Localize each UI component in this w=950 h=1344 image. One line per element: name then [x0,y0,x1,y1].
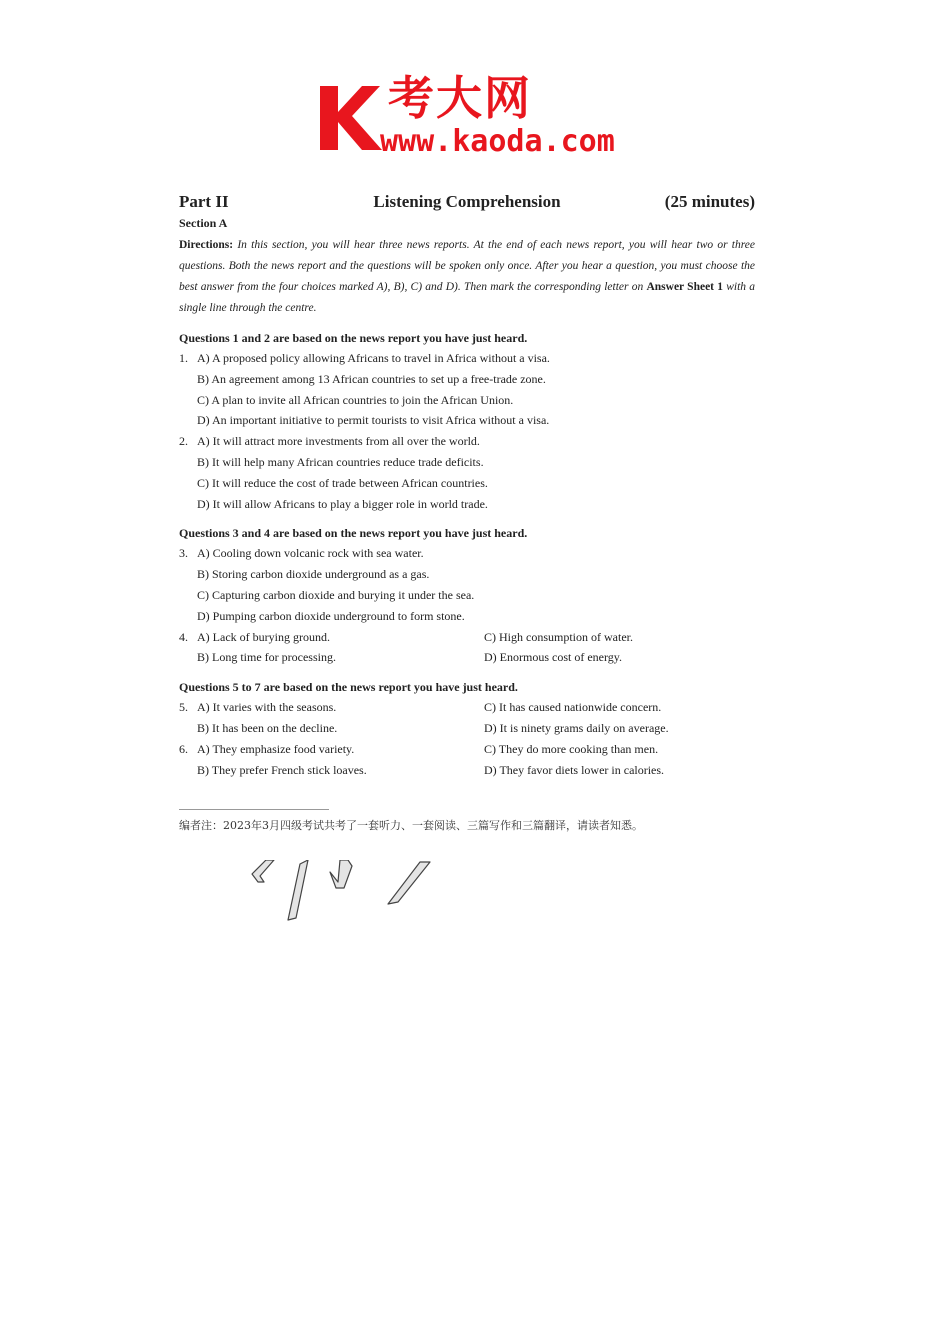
answer-option: D) Pumping carbon dioxide underground to form stone. [197,608,465,623]
logo-k-icon [318,82,382,152]
question-group-heading: Questions 5 to 7 are based on the news report you have just heard. [179,680,518,695]
answer-option: D) An important initiative to permit tourists to visit Africa without a visa. [197,413,550,428]
answer-option: C) A plan to invite all African countries to join the African Union. [197,392,514,407]
footnote-divider [179,809,329,810]
answer-option: D) It is ninety grams daily on average. [484,720,669,735]
question-row [179,494,755,515]
directions-text-2: with a single line through the centre. [179,281,756,314]
kaoda-logo[interactable] [318,71,638,160]
question-number: 6. [179,741,188,756]
answer-option: A) It varies with the seasons. [197,700,337,715]
answer-option: A) A proposed policy allowing Africans to travel in Africa without a visa. [197,351,550,365]
question-row [179,585,755,606]
question-groups [179,328,755,780]
question-number: 2. [179,434,188,449]
answer-option: A) It will attract more investments from all over the world. [197,434,480,449]
part-label: Part II [179,192,229,211]
question-row [179,718,755,739]
question-row [179,452,755,473]
directions [179,235,755,319]
answer-option: D) It will allow Africans to play a bigger role in world trade. [197,496,488,511]
answer-option: D) They favor diets lower in calories. [484,762,665,777]
logo-url: www.kaoda.com [380,124,615,159]
answer-option: B) An agreement among 13 African countries to set up a free-trade zone. [197,371,546,386]
directions-text-1: In this section, you will hear three news reports. At the end of each news report, you will hear two or three questions. Both the news report and the questions will be spoken only once. After you hear a question, you must choose the best answer from the four choices marked A), B), C) and D). Then mark the corresponding letter on [179,239,755,293]
question-row [179,627,755,648]
question-row [179,606,755,627]
question-number: 3. [179,546,188,561]
exam-content [179,190,755,780]
logo-chinese-name: 考大网 [388,71,532,125]
question-row [179,348,755,369]
directions-label: Directions: [179,239,234,251]
part-header [179,190,755,214]
question-row [179,739,755,760]
question-row [179,647,755,668]
question-row [179,543,755,564]
question-row [179,390,755,411]
question-row [179,564,755,585]
answer-option: C) They do more cooking than men. [484,741,659,756]
answer-option: C) High consumption of water. [484,629,633,644]
question-row [179,431,755,452]
answer-option: B) Long time for processing. [197,650,336,665]
answer-option: B) They prefer French stick loaves. [197,762,367,777]
question-group-heading: Questions 1 and 2 are based on the news report you have just heard. [179,331,528,345]
section-label: Section A [179,216,228,230]
answer-option: B) It has been on the decline. [197,720,338,735]
question-number: 1. [179,351,188,365]
answer-option: C) It has caused nationwide concern. [484,700,662,715]
question-number: 4. [179,629,188,644]
answer-option: C) Capturing carbon dioxide and burying it under the sea. [197,587,475,602]
answer-option: C) It will reduce the cost of trade between African countries. [197,475,488,490]
part-title: Listening Comprehension [373,192,561,211]
decorative-watermark-shape [248,860,438,922]
question-group-heading: Questions 3 and 4 are based on the news report you have just heard. [179,526,528,541]
answer-option: A) Cooling down volcanic rock with sea water. [197,546,424,561]
answer-option: A) Lack of burying ground. [197,629,330,644]
answer-option: B) Storing carbon dioxide underground as a gas. [197,567,430,582]
question-number: 5. [179,700,188,715]
part-time: (25 minutes) [664,192,755,211]
question-row [179,760,755,781]
answer-option: D) Enormous cost of energy. [484,650,622,665]
question-row [179,410,755,431]
answer-sheet-label: Answer Sheet 1 [646,281,723,293]
question-row [179,369,755,390]
answer-option: A) They emphasize food variety. [197,741,355,756]
editor-footnote: 编者注：2023年3月四级考试共考了一套听力、一套阅读、三篇写作和三篇翻译，请读者知悉。 [179,819,643,832]
question-row [179,697,755,718]
answer-option: B) It will help many African countries reduce trade deficits. [197,454,484,469]
question-row [179,473,755,494]
